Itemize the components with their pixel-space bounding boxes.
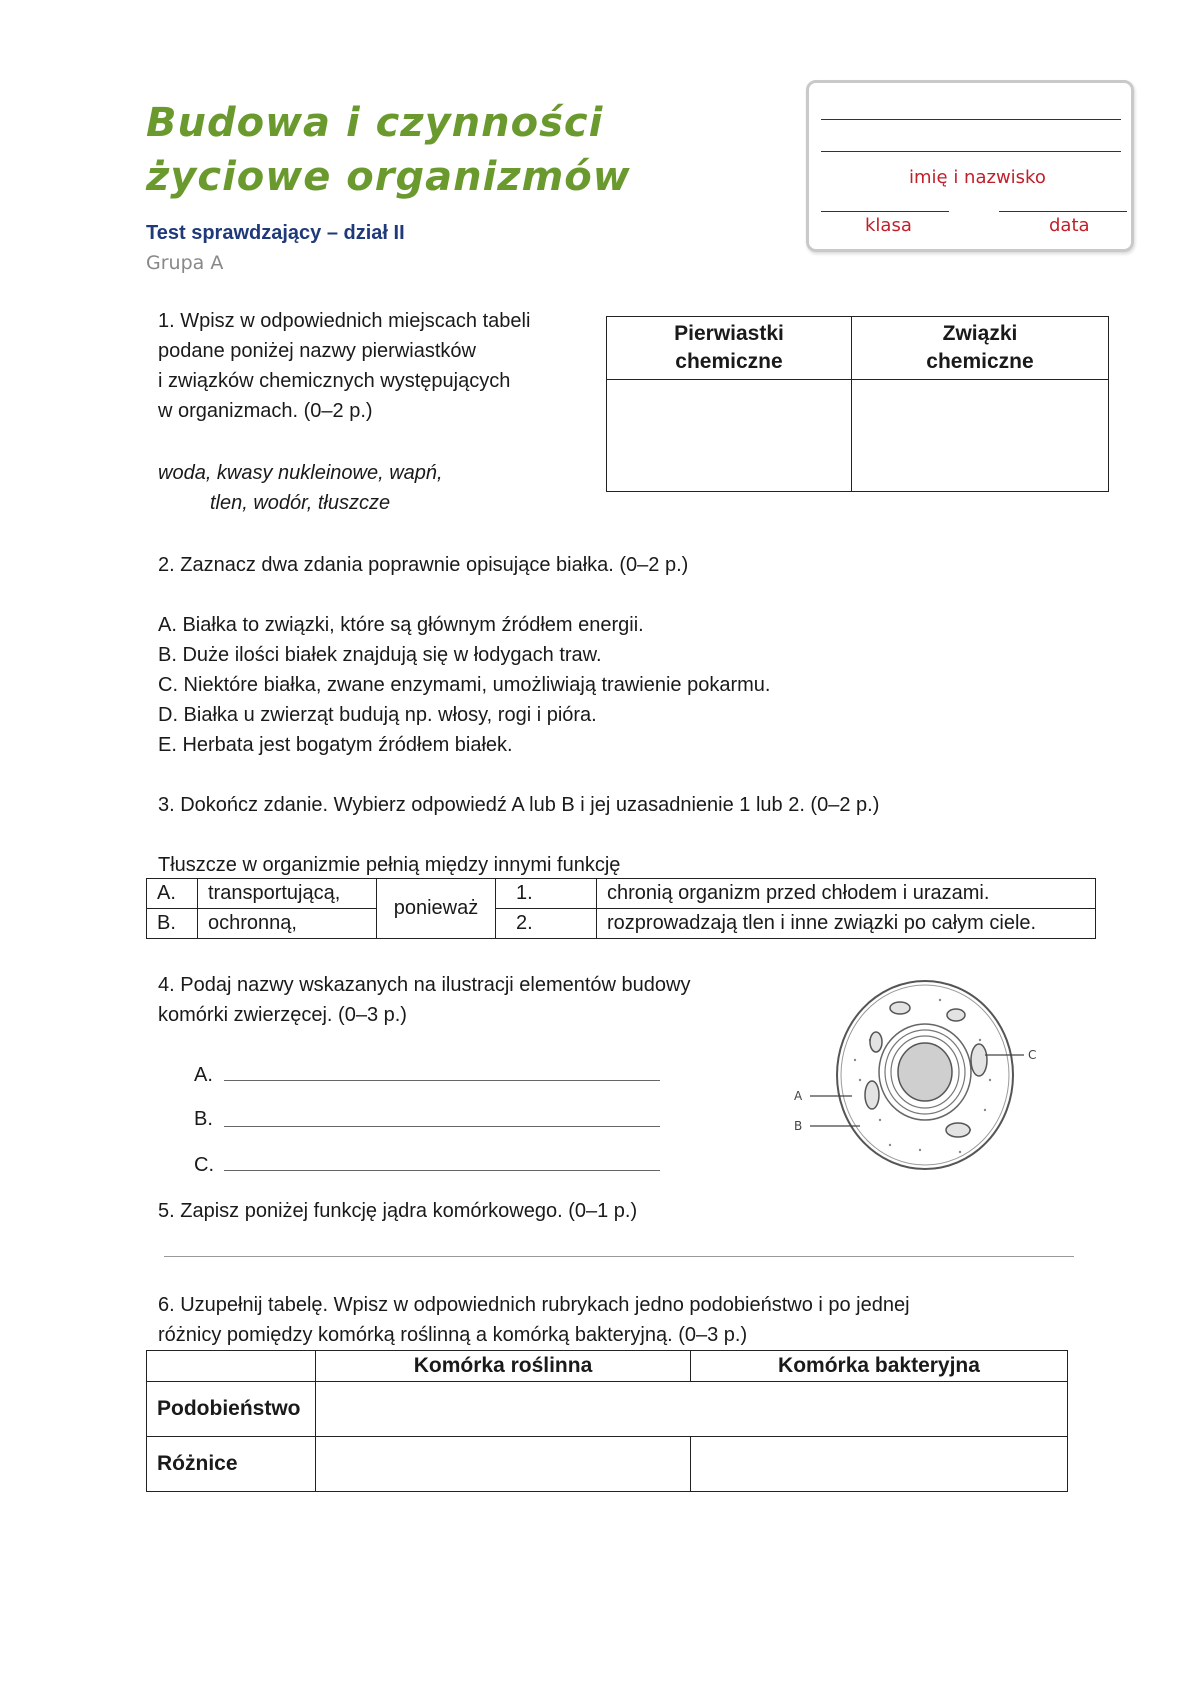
q1-cell-compounds[interactable] bbox=[852, 380, 1109, 492]
question-6-prompt-1: 6. Uzupełnij tabelę. Wpisz w odpowiednich rubrykach jedno podobieństwo i po jednej bbox=[158, 1294, 910, 1316]
q1-line: 1. Wpisz w odpowiednich miejscach tabeli bbox=[158, 310, 531, 332]
q6-header-bacteria: Komórka bakteryjna bbox=[691, 1351, 1068, 1382]
q1-header-elements-line1: Pierwiastki bbox=[674, 322, 784, 345]
mitochondrion-c bbox=[971, 1044, 987, 1076]
figure-label-c: C bbox=[1028, 1048, 1037, 1062]
mitochondrion-3 bbox=[890, 1002, 910, 1014]
question-2-prompt: 2. Zaznacz dwa zdania poprawnie opisujące białka. (0–2 p.) bbox=[158, 554, 689, 576]
q6-comparison-table bbox=[146, 1350, 1068, 1492]
q6-cell-similarity[interactable] bbox=[316, 1382, 1068, 1437]
q3-option-b[interactable]: ochronną, bbox=[198, 909, 377, 939]
q2-options bbox=[158, 610, 770, 760]
q1-answer-table bbox=[606, 316, 1109, 492]
q4-answer-line-b[interactable] bbox=[224, 1126, 660, 1127]
q6-row-label-similarity: Podobieństwo bbox=[147, 1382, 316, 1437]
q6-cell-diff-bacteria[interactable] bbox=[691, 1437, 1068, 1492]
class-line[interactable] bbox=[821, 211, 949, 212]
q6-header-plant: Komórka roślinna bbox=[316, 1351, 691, 1382]
question-4-prompt-2: komórki zwierzęcej. (0–3 p.) bbox=[158, 1004, 407, 1026]
q1-header-elements-line2: chemiczne bbox=[675, 350, 783, 373]
mitochondrion-1 bbox=[865, 1081, 879, 1109]
q3-sentence: Tłuszcze w organizmie pełnią między innymi funkcję bbox=[158, 854, 621, 876]
q3-option-a[interactable]: transportującą, bbox=[198, 879, 377, 909]
name-line-1[interactable] bbox=[821, 119, 1121, 120]
q1-header-compounds-line1: Związki bbox=[942, 322, 1018, 345]
q1-word-list-1: woda, kwasy nukleinowe, wapń, bbox=[158, 462, 443, 484]
q2-option-d[interactable]: D. Białka u zwierząt budują np. włosy, rogi i pióra. bbox=[158, 704, 597, 726]
q3-letter-b[interactable]: B. bbox=[147, 909, 198, 939]
q1-header-compounds bbox=[852, 317, 1109, 380]
name-line-2[interactable] bbox=[821, 151, 1121, 152]
mitochondrion-4 bbox=[870, 1032, 882, 1052]
date-label: data bbox=[1049, 215, 1090, 236]
title-line-2: życiowe organizmów bbox=[146, 154, 631, 200]
group-label: Grupa A bbox=[146, 252, 224, 274]
class-label: klasa bbox=[865, 215, 912, 236]
q2-option-a[interactable]: A. Białka to związki, które są głównym źródłem energii. bbox=[158, 614, 644, 636]
question-1-prompt bbox=[158, 306, 530, 426]
q1-line: podane poniżej nazwy pierwiastków bbox=[158, 340, 476, 362]
animal-cell-illustration bbox=[780, 980, 1050, 1180]
q2-option-b[interactable]: B. Duże ilości białek znajdują się w łodygach traw. bbox=[158, 644, 602, 666]
student-info-box bbox=[806, 80, 1134, 252]
mitochondrion-2 bbox=[946, 1123, 970, 1137]
mitochondrion-5 bbox=[947, 1009, 965, 1021]
question-5-prompt: 5. Zapisz poniżej funkcję jądra komórkowego. (0–1 p.) bbox=[158, 1200, 638, 1222]
nucleus bbox=[898, 1043, 952, 1101]
q3-choice-table bbox=[146, 878, 1096, 939]
q1-cell-elements[interactable] bbox=[607, 380, 852, 492]
q2-option-e[interactable]: E. Herbata jest bogatym źródłem białek. bbox=[158, 734, 513, 756]
q1-word-list-2: tlen, wodór, tłuszcze bbox=[210, 492, 391, 514]
q1-line: i związków chemicznych występujących bbox=[158, 370, 511, 392]
q6-row-label-differences: Różnice bbox=[147, 1437, 316, 1492]
q1-header-compounds-line2: chemiczne bbox=[926, 350, 1034, 373]
figure-label-b: B bbox=[794, 1119, 803, 1133]
q3-reason-2[interactable]: rozprowadzają tlen i inne związki po całym ciele. bbox=[597, 909, 1096, 939]
q6-corner-cell bbox=[147, 1351, 316, 1382]
title-line-1: Budowa i czynności bbox=[146, 100, 604, 146]
q2-option-c[interactable]: C. Niektóre białka, zwane enzymami, umożliwiają trawienie pokarmu. bbox=[158, 674, 771, 696]
q4-label-b: B. bbox=[194, 1108, 213, 1130]
q4-label-a: A. bbox=[194, 1064, 213, 1086]
q1-line: w organizmach. (0–2 p.) bbox=[158, 400, 373, 422]
q1-header-elements bbox=[607, 317, 852, 380]
q3-connector: ponieważ bbox=[377, 879, 496, 939]
name-label: imię i nazwisko bbox=[909, 167, 1046, 188]
page-subtitle: Test sprawdzający – dział II bbox=[146, 222, 405, 244]
q4-answer-line-c[interactable] bbox=[224, 1170, 660, 1171]
question-4-prompt-1: 4. Podaj nazwy wskazanych na ilustracji elementów budowy bbox=[158, 974, 691, 996]
q4-answer-line-a[interactable] bbox=[224, 1080, 660, 1081]
q3-reason-1[interactable]: chronią organizm przed chłodem i urazami. bbox=[597, 879, 1096, 909]
figure-label-a: A bbox=[794, 1089, 803, 1103]
question-3-prompt: 3. Dokończ zdanie. Wybierz odpowiedź A lub B i jej uzasadnienie 1 lub 2. (0–2 p.) bbox=[158, 794, 880, 816]
q6-cell-diff-plant[interactable] bbox=[316, 1437, 691, 1492]
q3-num-2[interactable]: 2. bbox=[496, 909, 597, 939]
page-title bbox=[146, 96, 631, 204]
date-line[interactable] bbox=[999, 211, 1127, 212]
q5-answer-line[interactable] bbox=[164, 1256, 1074, 1257]
q3-letter-a[interactable]: A. bbox=[147, 879, 198, 909]
q4-label-c: C. bbox=[194, 1154, 214, 1176]
question-6-prompt-2: różnicy pomiędzy komórką roślinną a komórką bakteryjną. (0–3 p.) bbox=[158, 1324, 748, 1346]
q3-num-1[interactable]: 1. bbox=[496, 879, 597, 909]
